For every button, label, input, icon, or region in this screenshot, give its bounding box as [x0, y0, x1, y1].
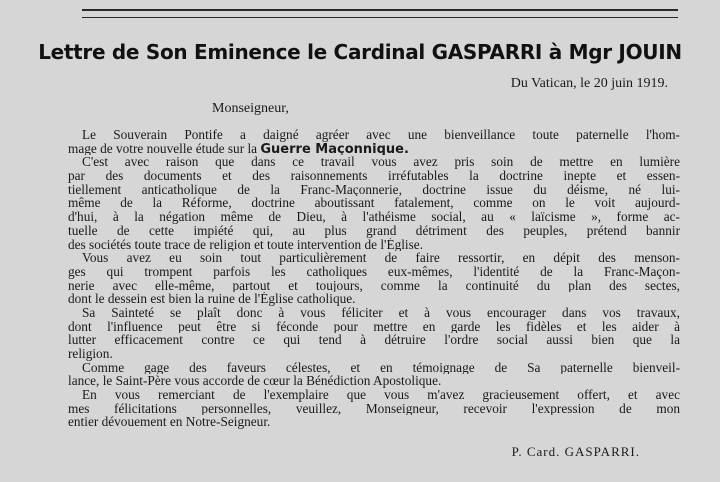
text-line: lance, le Saint-Père vous accorde de cœur la Bénédiction Apostolique. — [68, 374, 442, 389]
text-line: Le Souverain Pontife a daigné agréer avec une bienveillance toute paternelle l'hom- — [82, 128, 680, 142]
letter-body — [68, 128, 680, 429]
text-line: C'est avec raison que dans ce travail vous avez pris soin de mettre en lumière — [82, 155, 680, 170]
text-line: ges qui trompent parfois les catholiques eux-mêmes, l'identité de la Franc-Maçon- — [68, 264, 680, 279]
text-line: tiellement anticatholique de la Franc-Maçonnerie, doctrine issue du déisme, né lui- — [68, 182, 680, 197]
text-line — [68, 142, 680, 156]
text-line: Sa Sainteté se plaît donc à vous féliciter et à vous encourager dans vos travaux, — [82, 305, 680, 320]
salutation: Monseigneur, — [212, 101, 289, 116]
text-line: nerie avec elle-même, partout et toujours, comme la continuité du plan des sectes, — [68, 278, 680, 293]
text-line: mes félicitations personnelles, veuillez, Monseigneur, recevoir l'expression de mon — [68, 401, 680, 416]
text-line: Comme gage des faveurs célestes, et en témoignage de Sa paternelle bienveil- — [82, 360, 680, 375]
letter-title: Lettre de Son Eminence le Cardinal GASPARRI à Mgr JOUIN — [38, 40, 682, 64]
book-title: Guerre Maçonnique. — [260, 141, 409, 156]
text-fragment: mage de votre nouvelle étude sur la — [68, 141, 258, 156]
text-line: par des documents et des raisonnements irréfutables la doctrine inepte et essen- — [68, 169, 680, 183]
text-line: des sociétés toute trace de religion et toute intervention de l'Église. — [68, 237, 424, 252]
text-line: entier dévouement en Notre-Seigneur. — [68, 415, 271, 430]
text-line: tuelle de cette impiété qui, au plus grand détriment des peuples, prétend bannir — [68, 223, 680, 238]
text-line: même de la Réforme, doctrine aboutissant fatalement, comme on le voit aujourd- — [68, 196, 680, 211]
top-rule — [82, 9, 678, 11]
signature: P. Card. GASPARRI. — [511, 444, 640, 459]
text-line: En vous remerciant de l'exemplaire que vous m'avez gracieusement offert, et avec — [82, 388, 680, 402]
text-line: religion. — [68, 347, 113, 361]
text-line: dont l'influence peut être si féconde pour mettre en garde les fidèles et les aider à — [68, 319, 680, 334]
top-rule-thin — [82, 17, 678, 18]
text-line: lutter efficacement contre ce qui tend à détruire l'ordre social aussi bien que la — [68, 333, 680, 347]
text-line: Vous avez eu soin tout particulièrement de faire ressortir, en dépit des menson- — [82, 251, 680, 265]
text-line: d'hui, à la négation même de Dieu, à l'athéisme social, au « laïcisme », forme ac- — [68, 210, 680, 224]
text-line: dont le dessein est bien la ruine de l'Église catholique. — [68, 292, 356, 306]
letter-date: Du Vatican, le 20 juin 1919. — [510, 76, 668, 91]
